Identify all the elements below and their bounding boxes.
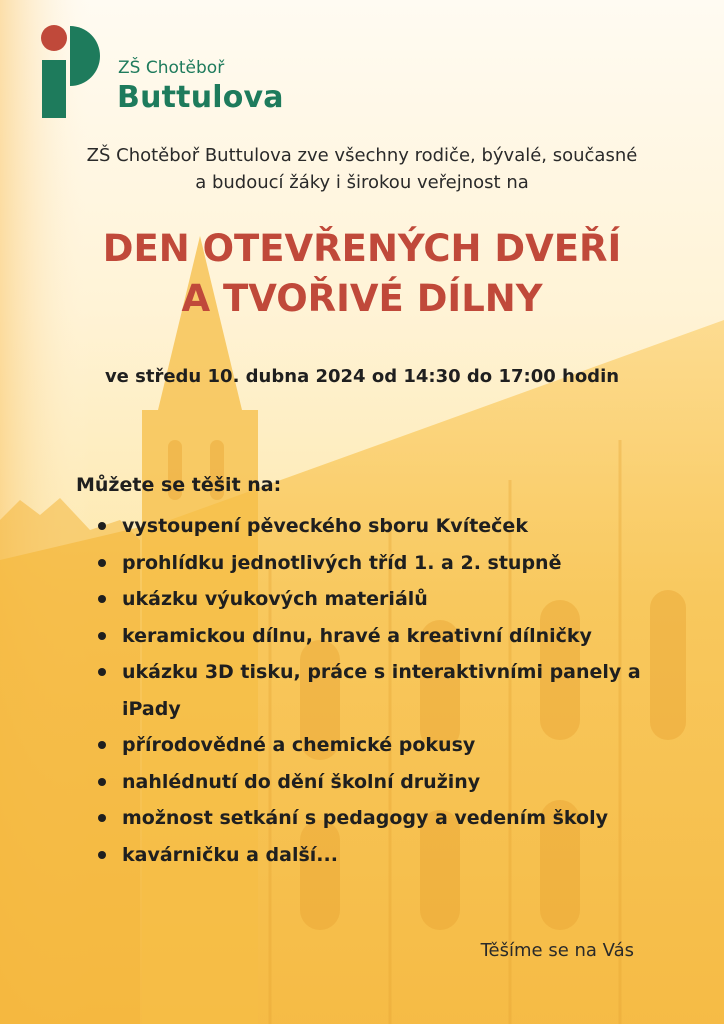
program-item: ukázku 3D tisku, práce s interaktivními panely a iPady	[96, 654, 686, 727]
program-item: možnost setkání s pedagogy a vedením školy	[96, 800, 686, 837]
school-logo	[40, 24, 284, 124]
program-item: ukázku výukových materiálů	[96, 581, 686, 618]
invitation-line-2: a budoucí žáky i širokou veřejnost na	[195, 172, 529, 193]
logo-school-name: Buttulova	[117, 80, 284, 115]
program-item: kavárničku a další...	[96, 837, 686, 874]
program-item: nahlédnutí do dění školní družiny	[96, 764, 686, 801]
program-item: vystoupení pěveckého sboru Kvíteček	[96, 508, 686, 545]
bullet-icon	[98, 778, 106, 786]
bullet-icon	[98, 814, 106, 822]
logo-school-town: ZŠ Chotěboř	[118, 58, 225, 78]
bullet-icon	[98, 632, 106, 640]
school-logo-mark-icon	[40, 24, 104, 120]
program-list	[96, 508, 686, 873]
program-item: keramickou dílnu, hravé a kreativní dílničky	[96, 618, 686, 655]
bullet-icon	[98, 851, 106, 859]
bullet-icon	[98, 559, 106, 567]
bullet-icon	[98, 741, 106, 749]
bullet-icon	[98, 522, 106, 530]
program-item: přírodovědné a chemické pokusy	[96, 727, 686, 764]
event-title-line-2: A TVOŘIVÉ DÍLNY	[181, 277, 543, 320]
closing-text: Těšíme se na Vás	[480, 940, 634, 961]
bullet-icon	[98, 595, 106, 603]
program-heading: Můžete se těšit na:	[76, 474, 282, 496]
invitation-text	[40, 142, 684, 196]
program-item: prohlídku jednotlivých tříd 1. a 2. stupně	[96, 545, 686, 582]
bullet-icon	[98, 668, 106, 676]
event-title-line-1: DEN OTEVŘENÝCH DVEŘÍ	[102, 227, 622, 270]
event-date: ve středu 10. dubna 2024 od 14:30 do 17:00 hodin	[104, 366, 620, 387]
event-title	[20, 224, 704, 324]
invitation-line-1: ZŠ Chotěboř Buttulova zve všechny rodiče, bývalé, současné	[86, 145, 638, 166]
